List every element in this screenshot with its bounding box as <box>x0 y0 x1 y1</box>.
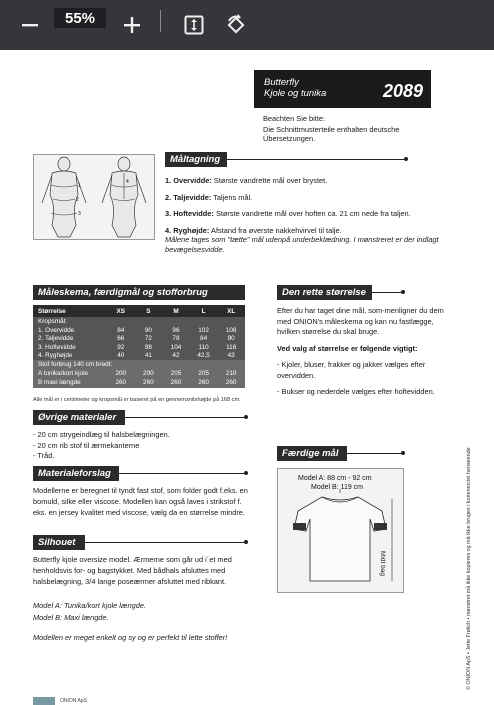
list-item <box>165 226 450 236</box>
section-heading: Øvrige materialer <box>33 410 125 425</box>
measurement-figure <box>33 154 155 240</box>
list-item: - Bukser og nederdele vælges efter hoftevidden. <box>277 387 435 396</box>
zoom-level-field[interactable]: 55% <box>54 8 106 28</box>
size-table <box>33 305 245 388</box>
rotate-icon <box>225 14 247 36</box>
item-label: 2. Taljevidde: <box>165 192 212 202</box>
table-footnote: Alle mål er i centimeter og kropsmål er baseret på en gennemsnitshøjde på 168 cm. <box>33 397 241 403</box>
onion-logo <box>33 697 55 705</box>
table-row <box>33 369 245 378</box>
row-label: B maxi længde <box>38 379 81 386</box>
paragraph-heading: Ved valg af størrelse er følgende vigtigt: <box>277 343 418 353</box>
paragraph: Efter du har taget dine mål, som-menligner du dem med ONION's måleskema og kan nu fastlægge, hvilken størrelse du skal bruge. <box>277 306 444 336</box>
table-cell: 260 <box>115 379 127 386</box>
pattern-title-box <box>254 70 431 108</box>
table-cell: 90 <box>144 326 152 334</box>
pattern-name: Butterfly <box>264 77 299 88</box>
list-item: - 20 cm rib stof til ærmekanterne <box>33 440 140 450</box>
divider-dot <box>404 157 408 161</box>
section-heading: Færdige mål <box>277 446 347 461</box>
item-text: Taljens mål. <box>213 192 253 202</box>
notice-line: Beachten Sie bitte: <box>263 114 326 123</box>
divider-dot <box>401 290 405 294</box>
section-heading: Silhouet <box>33 535 85 550</box>
model-b-measure: Model B: 119 cm <box>311 484 364 491</box>
list-item <box>165 209 450 219</box>
list-item <box>165 193 450 203</box>
divider <box>85 542 245 543</box>
material-suggestion-text: Modellerne er beregnet til tyndt fast stof, som folder godt f.eks. en bomuld, silke eller viscose. Modellen kan også laves i strikstof f. eks. en jersey kvalitet med viscose, vælg da en størrelse mindre. <box>33 486 248 518</box>
table-subheading: Stof forbrug 140 cm bredt: <box>33 360 245 369</box>
table-cell: 43 <box>227 352 235 360</box>
measurement-note: Målene tages som "tætte" mål udenpå underbeklædning. I mønstreret er der indlagt bevægelsesvidde. <box>165 235 439 254</box>
table-cell: 92 <box>117 343 125 351</box>
table-cell: 200 <box>115 369 127 377</box>
divider-dot <box>244 471 248 475</box>
divider-dot <box>244 415 248 419</box>
item-label: 4. Ryghøjde: <box>165 225 210 235</box>
body-figure-illustration <box>34 155 154 239</box>
copyright-text: © ONION ApS • Jette Frølich • mønstret må ikke kopieres og må ikke bruges i kommerciel henseende <box>466 447 472 690</box>
table-row <box>33 326 245 335</box>
finished-measure-figure <box>277 468 404 593</box>
item-label: 1. Overvidde: <box>165 176 212 185</box>
pattern-number: 2089 <box>382 81 423 101</box>
row-label: 1. Overvidde <box>38 326 75 334</box>
divider <box>119 473 245 474</box>
model-a-text: Model A: Tunika/kort kjole længde. <box>33 601 146 610</box>
footer-text: ONION ApS <box>60 698 87 704</box>
table-cell: 116 <box>226 343 237 351</box>
list-item: - 20 cm strygeindlæg til halsbelægningen. <box>33 430 170 439</box>
table-cell: 90 <box>227 335 235 343</box>
pattern-subtitle: Kjole og tunika <box>264 88 327 99</box>
list-item: - Kjoler, bluser, frakker og jakker vælges efter overvidden. <box>277 360 426 380</box>
closing-text: Modellen er meget enkelt og sy og er perfekt til lette stoffer! <box>33 633 228 642</box>
table-cell: 210 <box>225 369 237 377</box>
table-row <box>33 378 245 388</box>
section-heading: Materialeforslag <box>33 466 119 481</box>
item-text: Største vandrette mål over brystet. <box>213 176 328 185</box>
row-label: 4. Ryghøjde <box>38 352 73 360</box>
table-cell: 40 <box>117 352 125 360</box>
right-size-text <box>277 306 447 404</box>
divider-dot <box>401 451 405 455</box>
table-cell: 84 <box>117 326 125 334</box>
toolbar-divider <box>160 10 161 32</box>
notice-line: Übersetzungen. <box>263 134 316 143</box>
table-cell: 260 <box>198 379 209 386</box>
materials-list <box>33 430 170 462</box>
table-cell: 98 <box>144 343 152 351</box>
notice-line: Die Schnittmusterteile enthalten deutsche <box>263 124 400 134</box>
divider <box>125 417 245 418</box>
plus-icon <box>122 15 142 35</box>
divider <box>347 453 402 454</box>
table-cell: 72 <box>144 335 152 343</box>
notice-text <box>263 114 443 144</box>
section-heading: Måleskema, færdigmål og stofforbrug <box>33 285 245 300</box>
list-item <box>165 176 450 186</box>
column-header: Størrelse <box>38 307 66 315</box>
column-header: S <box>146 307 151 315</box>
table-cell: 42 <box>172 352 180 360</box>
table-cell: 110 <box>198 343 209 351</box>
table-cell: 66 <box>117 335 125 343</box>
table-row <box>33 335 245 344</box>
rotate-button[interactable] <box>218 7 254 43</box>
row-label: 3. Hoftevidde <box>38 343 76 351</box>
column-header: XL <box>227 307 236 315</box>
table-cell: 108 <box>225 326 237 334</box>
row-label: A tunika/kort kjole <box>38 369 89 377</box>
svg-text:3: 3 <box>78 211 81 217</box>
silhouette-text: Butterfly kjole oversize model. Ærmerne som går ud i´et med henholdsvis for- og bagstykket. Med bådhals afsluttes med halsbelægning, 3/4 lange poseærmer afsluttet med ribkant. <box>33 555 232 587</box>
column-header: L <box>201 307 206 315</box>
copyright-side-text <box>466 210 478 690</box>
table-cell: 42,5 <box>197 352 210 360</box>
column-header: XS <box>116 307 126 315</box>
section-heading: Den rette størrelse <box>277 285 372 300</box>
divider <box>372 292 402 293</box>
table-cell: 260 <box>143 379 154 386</box>
svg-text:1: 1 <box>78 183 81 189</box>
section-heading: Måltagning <box>165 152 227 167</box>
table-cell: 205 <box>170 369 182 377</box>
table-cell: 200 <box>143 369 154 377</box>
table-row <box>33 343 245 352</box>
item-text: Afstand fra øverste nakkehvirvel til talje. <box>211 225 342 235</box>
svg-text:4: 4 <box>126 179 129 185</box>
model-b-text: Model B: Maxi længde. <box>33 613 109 622</box>
table-cell: 260 <box>170 379 182 386</box>
measurement-instructions <box>165 176 450 254</box>
list-item: - Tråd. <box>33 451 55 460</box>
table-cell: 205 <box>198 369 209 377</box>
zoom-out-button[interactable] <box>12 7 48 43</box>
table-cell: 41 <box>144 352 152 360</box>
table-row <box>33 352 245 361</box>
table-header <box>33 305 245 317</box>
midt-bag-label: Midt bag <box>379 551 386 576</box>
column-header: M <box>173 307 179 315</box>
table-cell: 260 <box>225 379 237 386</box>
divider <box>227 159 405 160</box>
table-cell: 78 <box>172 335 180 343</box>
fit-page-button[interactable] <box>176 7 212 43</box>
pdf-page <box>0 50 494 705</box>
table-cell: 84 <box>200 335 208 343</box>
zoom-in-button[interactable] <box>114 7 150 43</box>
pdf-toolbar <box>0 0 494 50</box>
table-cell: 96 <box>172 326 180 334</box>
divider-dot <box>244 540 248 544</box>
item-text: Største vandrette mål over hoften ca. 21 cm nede fra taljen. <box>215 209 411 218</box>
table-cell: 102 <box>198 326 209 334</box>
model-a-measure: Model A: 88 cm - 92 cm <box>298 475 372 482</box>
svg-text:2: 2 <box>76 197 79 203</box>
item-label: 3. Hoftevidde: <box>165 209 214 218</box>
row-label: 2. Taljevidde <box>38 335 74 343</box>
table-subheading: Kropsmål: <box>33 317 245 326</box>
fit-page-icon <box>183 14 205 36</box>
table-cell: 104 <box>170 343 182 351</box>
minus-icon <box>20 15 40 35</box>
